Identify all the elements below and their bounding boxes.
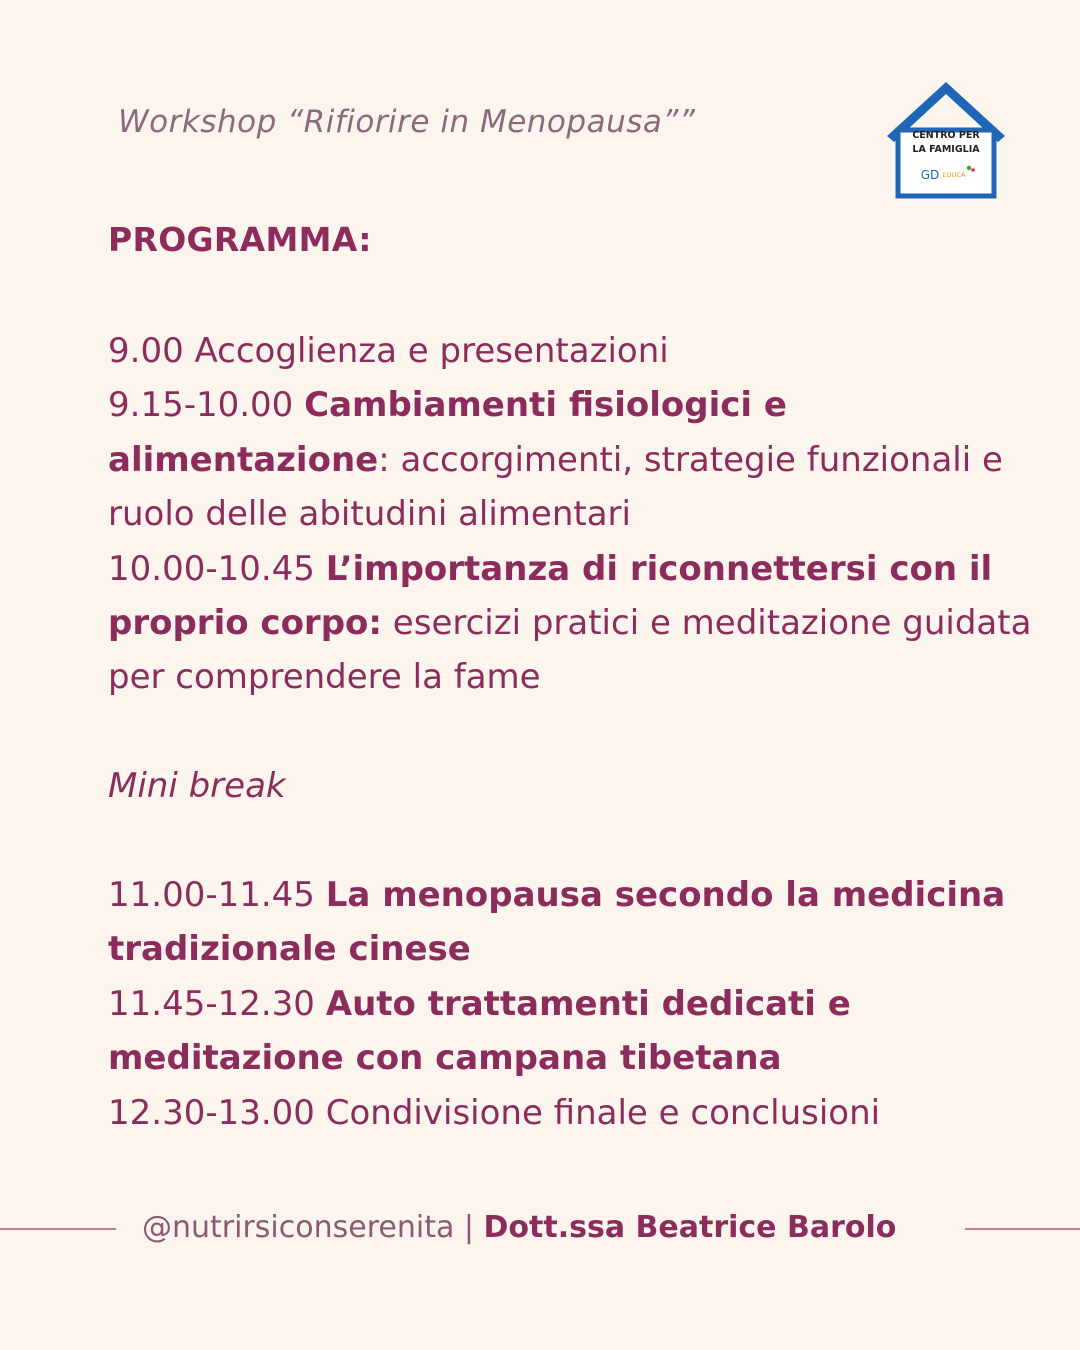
logo-brand-initials: GD xyxy=(920,168,940,182)
mini-break-label: Mini break xyxy=(108,766,286,807)
author-name: Dott.ssa Beatrice Barolo xyxy=(483,1210,897,1245)
item-time: 11.45-12.30 xyxy=(108,983,326,1024)
item-time: 9.15-10.00 xyxy=(108,385,305,426)
social-handle: @nutrirsiconserenita xyxy=(142,1210,455,1245)
program-list xyxy=(108,324,1043,1140)
footer-separator: | xyxy=(454,1210,484,1245)
program-item xyxy=(108,542,1043,705)
item-title: Auto trattamenti dedicati e meditazione con campana tibetana xyxy=(108,983,851,1079)
item-title: Cambiamenti fisiologici e alimentazione xyxy=(108,385,787,480)
item-description: Accoglienza e presentazioni xyxy=(183,331,669,371)
item-title: La menopausa secondo la medicina tradizionale cinese xyxy=(108,875,1006,970)
logo-brand-text: EDUCA xyxy=(942,171,966,179)
logo-line-1: CENTRO PER xyxy=(912,130,980,141)
item-time: 12.30-13.00 xyxy=(108,1092,315,1133)
item-description: esercizi pratici e meditazione guidata per comprendere la fame xyxy=(108,603,1032,698)
program-item xyxy=(108,977,1043,1086)
footer-credit xyxy=(142,1206,896,1250)
program-heading: PROGRAMMA: xyxy=(108,220,372,259)
item-time: 10.00-10.45 xyxy=(108,548,326,589)
spacer xyxy=(108,705,1043,759)
item-time: 11.00-11.45 xyxy=(108,875,326,916)
item-title: L’importanza di riconnettersi con il proprio corpo: xyxy=(108,548,993,644)
footer-divider-left xyxy=(0,1228,116,1230)
spacer xyxy=(108,814,1043,868)
item-description: Condivisione finale e conclusioni xyxy=(314,1092,881,1133)
program-item xyxy=(108,378,1043,541)
logo-line-2: LA FAMIGLIA xyxy=(912,144,980,155)
item-time: 9.00 xyxy=(108,331,184,371)
centro-per-la-famiglia-logo xyxy=(884,76,1008,200)
workshop-subtitle: Workshop “Rifiorire in Menopausa”” xyxy=(118,104,696,140)
program-item xyxy=(108,1086,1043,1140)
program-item xyxy=(108,324,1043,378)
footer-divider-right xyxy=(965,1228,1080,1230)
item-description: : accorgimenti, strategie funzionali e ruolo delle abitudini alimentari xyxy=(108,439,1003,535)
program-item xyxy=(108,868,1043,977)
